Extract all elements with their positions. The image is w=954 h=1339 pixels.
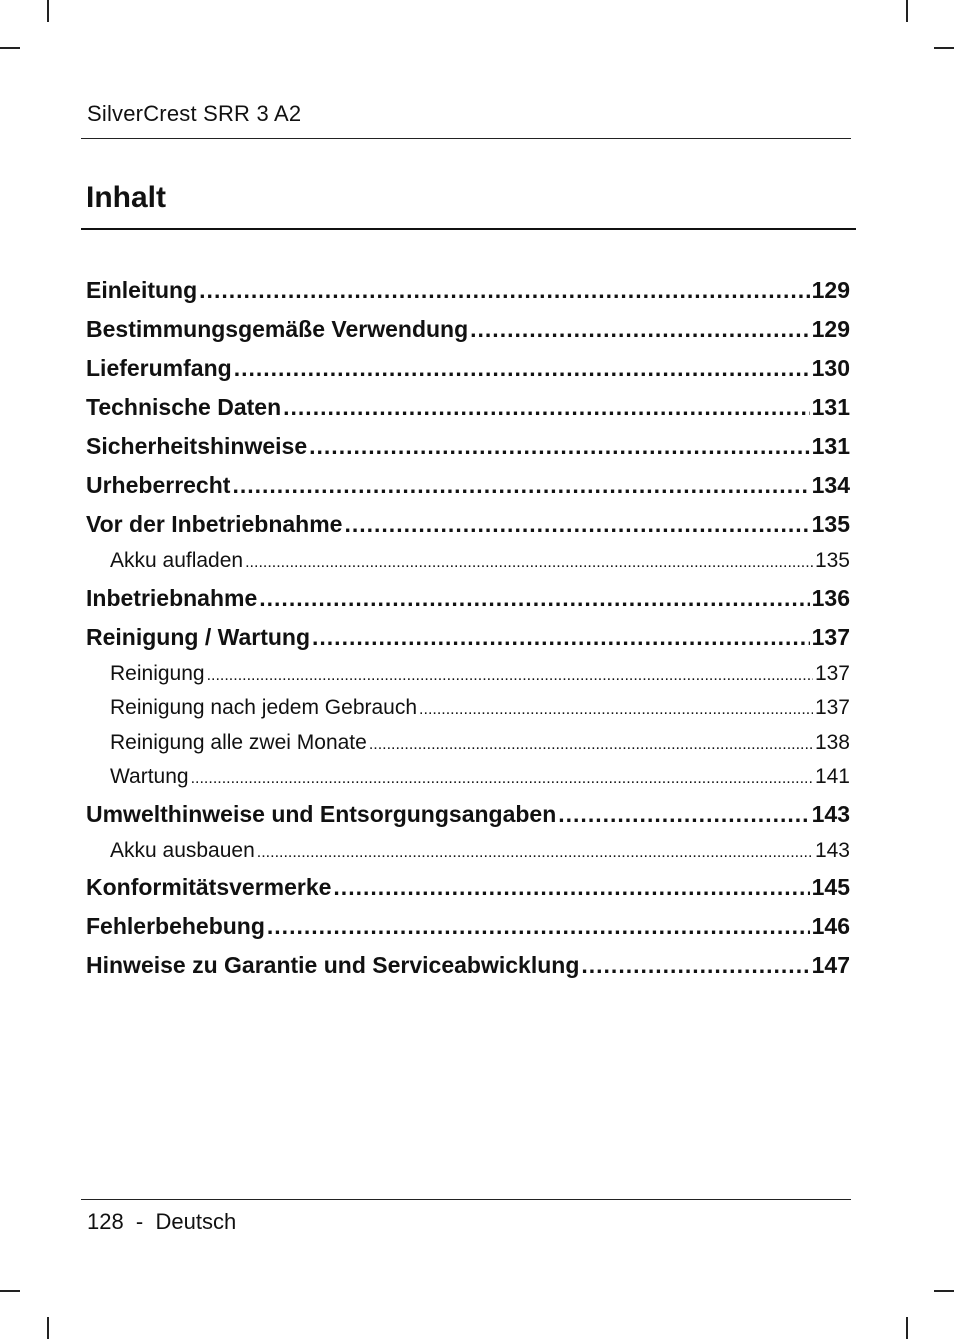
crop-mark	[0, 47, 20, 49]
toc-leader-dots	[470, 310, 809, 349]
toc-leader-dots	[333, 868, 809, 907]
crop-mark	[906, 0, 908, 22]
toc-entry-label: Reinigung nach jedem Gebrauch	[110, 696, 418, 719]
toc-entry-page: 136	[811, 584, 850, 611]
toc-entry-page: 131	[811, 433, 850, 459]
toc-leader-dots	[245, 546, 813, 579]
toc-entry-label: Bestimmungsgemäße Verwendung	[86, 316, 469, 342]
toc-leader-dots	[259, 579, 809, 618]
toc-entry[interactable]	[86, 907, 850, 946]
footer-divider	[81, 1199, 851, 1200]
crop-mark	[934, 47, 954, 49]
toc-entry[interactable]	[86, 579, 850, 618]
crop-mark	[47, 1317, 49, 1339]
toc-entry-label: Fehlerbehebung	[86, 913, 265, 939]
toc-entry-page: 146	[811, 913, 850, 939]
toc-entry-page: 137	[814, 661, 850, 685]
toc-entry-label: Reinigung alle zwei Monate	[110, 730, 367, 754]
toc-entry-page: 143	[814, 838, 850, 862]
toc-subentry[interactable]	[86, 726, 850, 761]
title-divider	[81, 228, 856, 230]
toc-entry[interactable]	[86, 349, 850, 388]
toc-entry-label: Wartung	[110, 765, 189, 788]
toc-entry-label: Hinweise zu Garantie und Serviceabwicklung	[86, 952, 580, 978]
toc-leader-dots	[312, 618, 810, 657]
toc-entry[interactable]	[86, 618, 850, 657]
crop-mark	[906, 1317, 908, 1339]
toc-leader-dots	[207, 659, 813, 692]
toc-entry-page: 143	[811, 800, 850, 827]
toc-leader-dots	[419, 693, 813, 726]
toc-entry[interactable]	[86, 946, 850, 985]
toc-entry-label: Reinigung	[110, 661, 205, 685]
toc-entry-page: 134	[811, 472, 850, 498]
toc-leader-dots	[191, 762, 813, 795]
toc-subentry[interactable]	[86, 691, 850, 726]
toc-entry[interactable]	[86, 466, 850, 505]
page-title: Inhalt	[86, 181, 166, 214]
toc-entry-page: 145	[811, 874, 850, 900]
toc-entry-label: Akku ausbauen	[110, 838, 255, 862]
toc-entry[interactable]	[86, 271, 850, 310]
toc-leader-dots	[558, 795, 809, 834]
toc-leader-dots	[309, 427, 809, 466]
toc-entry-label: Inbetriebnahme	[86, 584, 258, 611]
toc-leader-dots	[234, 349, 810, 388]
crop-mark	[934, 1290, 954, 1292]
header-divider	[81, 138, 851, 139]
toc-entry-page: 137	[811, 623, 850, 650]
toc-leader-dots	[581, 946, 809, 985]
toc-subentry[interactable]	[86, 657, 850, 692]
toc-entry-page: 129	[811, 316, 850, 342]
toc-entry-label: Lieferumfang	[86, 355, 232, 381]
toc-leader-dots	[267, 907, 810, 946]
toc-entry-label: Einleitung	[86, 277, 198, 303]
toc-entry[interactable]	[86, 427, 850, 466]
toc-leader-dots	[344, 505, 809, 544]
toc-entry-label: Technische Daten	[86, 394, 282, 420]
toc-entry-page: 129	[811, 277, 850, 303]
toc-entry[interactable]	[86, 505, 850, 544]
toc-entry[interactable]	[86, 388, 850, 427]
toc-leader-dots	[257, 836, 813, 869]
toc-entry-page: 135	[811, 511, 850, 537]
toc-entry-page: 137	[814, 696, 850, 719]
crop-mark	[0, 1290, 20, 1292]
toc-entry-page: 130	[811, 355, 850, 381]
toc-subentry[interactable]	[86, 834, 850, 869]
toc-entry-label: Reinigung / Wartung	[86, 623, 311, 650]
toc-entry-page: 147	[811, 952, 850, 978]
toc-entry-page: 138	[814, 730, 850, 754]
toc-leader-dots	[232, 466, 809, 505]
toc-subentry[interactable]	[86, 760, 850, 795]
toc-entry-label: Urheberrecht	[86, 472, 231, 498]
page-footer: 128 - Deutsch	[87, 1209, 237, 1234]
toc-entry[interactable]	[86, 795, 850, 834]
table-of-contents	[86, 271, 850, 985]
toc-leader-dots	[369, 728, 813, 761]
toc-entry-label: Vor der Inbetriebnahme	[86, 511, 343, 537]
toc-entry[interactable]	[86, 868, 850, 907]
toc-entry-label: Sicherheitshinweise	[86, 433, 308, 459]
toc-entry-page: 141	[814, 765, 850, 788]
toc-entry[interactable]	[86, 310, 850, 349]
toc-entry-label: Akku aufladen	[110, 549, 244, 572]
toc-entry-label: Konformitätsvermerke	[86, 874, 332, 900]
crop-mark	[47, 0, 49, 22]
toc-leader-dots	[199, 271, 809, 310]
toc-entry-page: 131	[811, 394, 850, 420]
toc-subentry[interactable]	[86, 544, 850, 579]
toc-leader-dots	[283, 388, 809, 427]
document-header-title: SilverCrest SRR 3 A2	[87, 101, 302, 126]
toc-entry-page: 135	[814, 549, 850, 572]
toc-entry-label: Umwelthinweise und Entsorgungsangaben	[86, 800, 557, 827]
